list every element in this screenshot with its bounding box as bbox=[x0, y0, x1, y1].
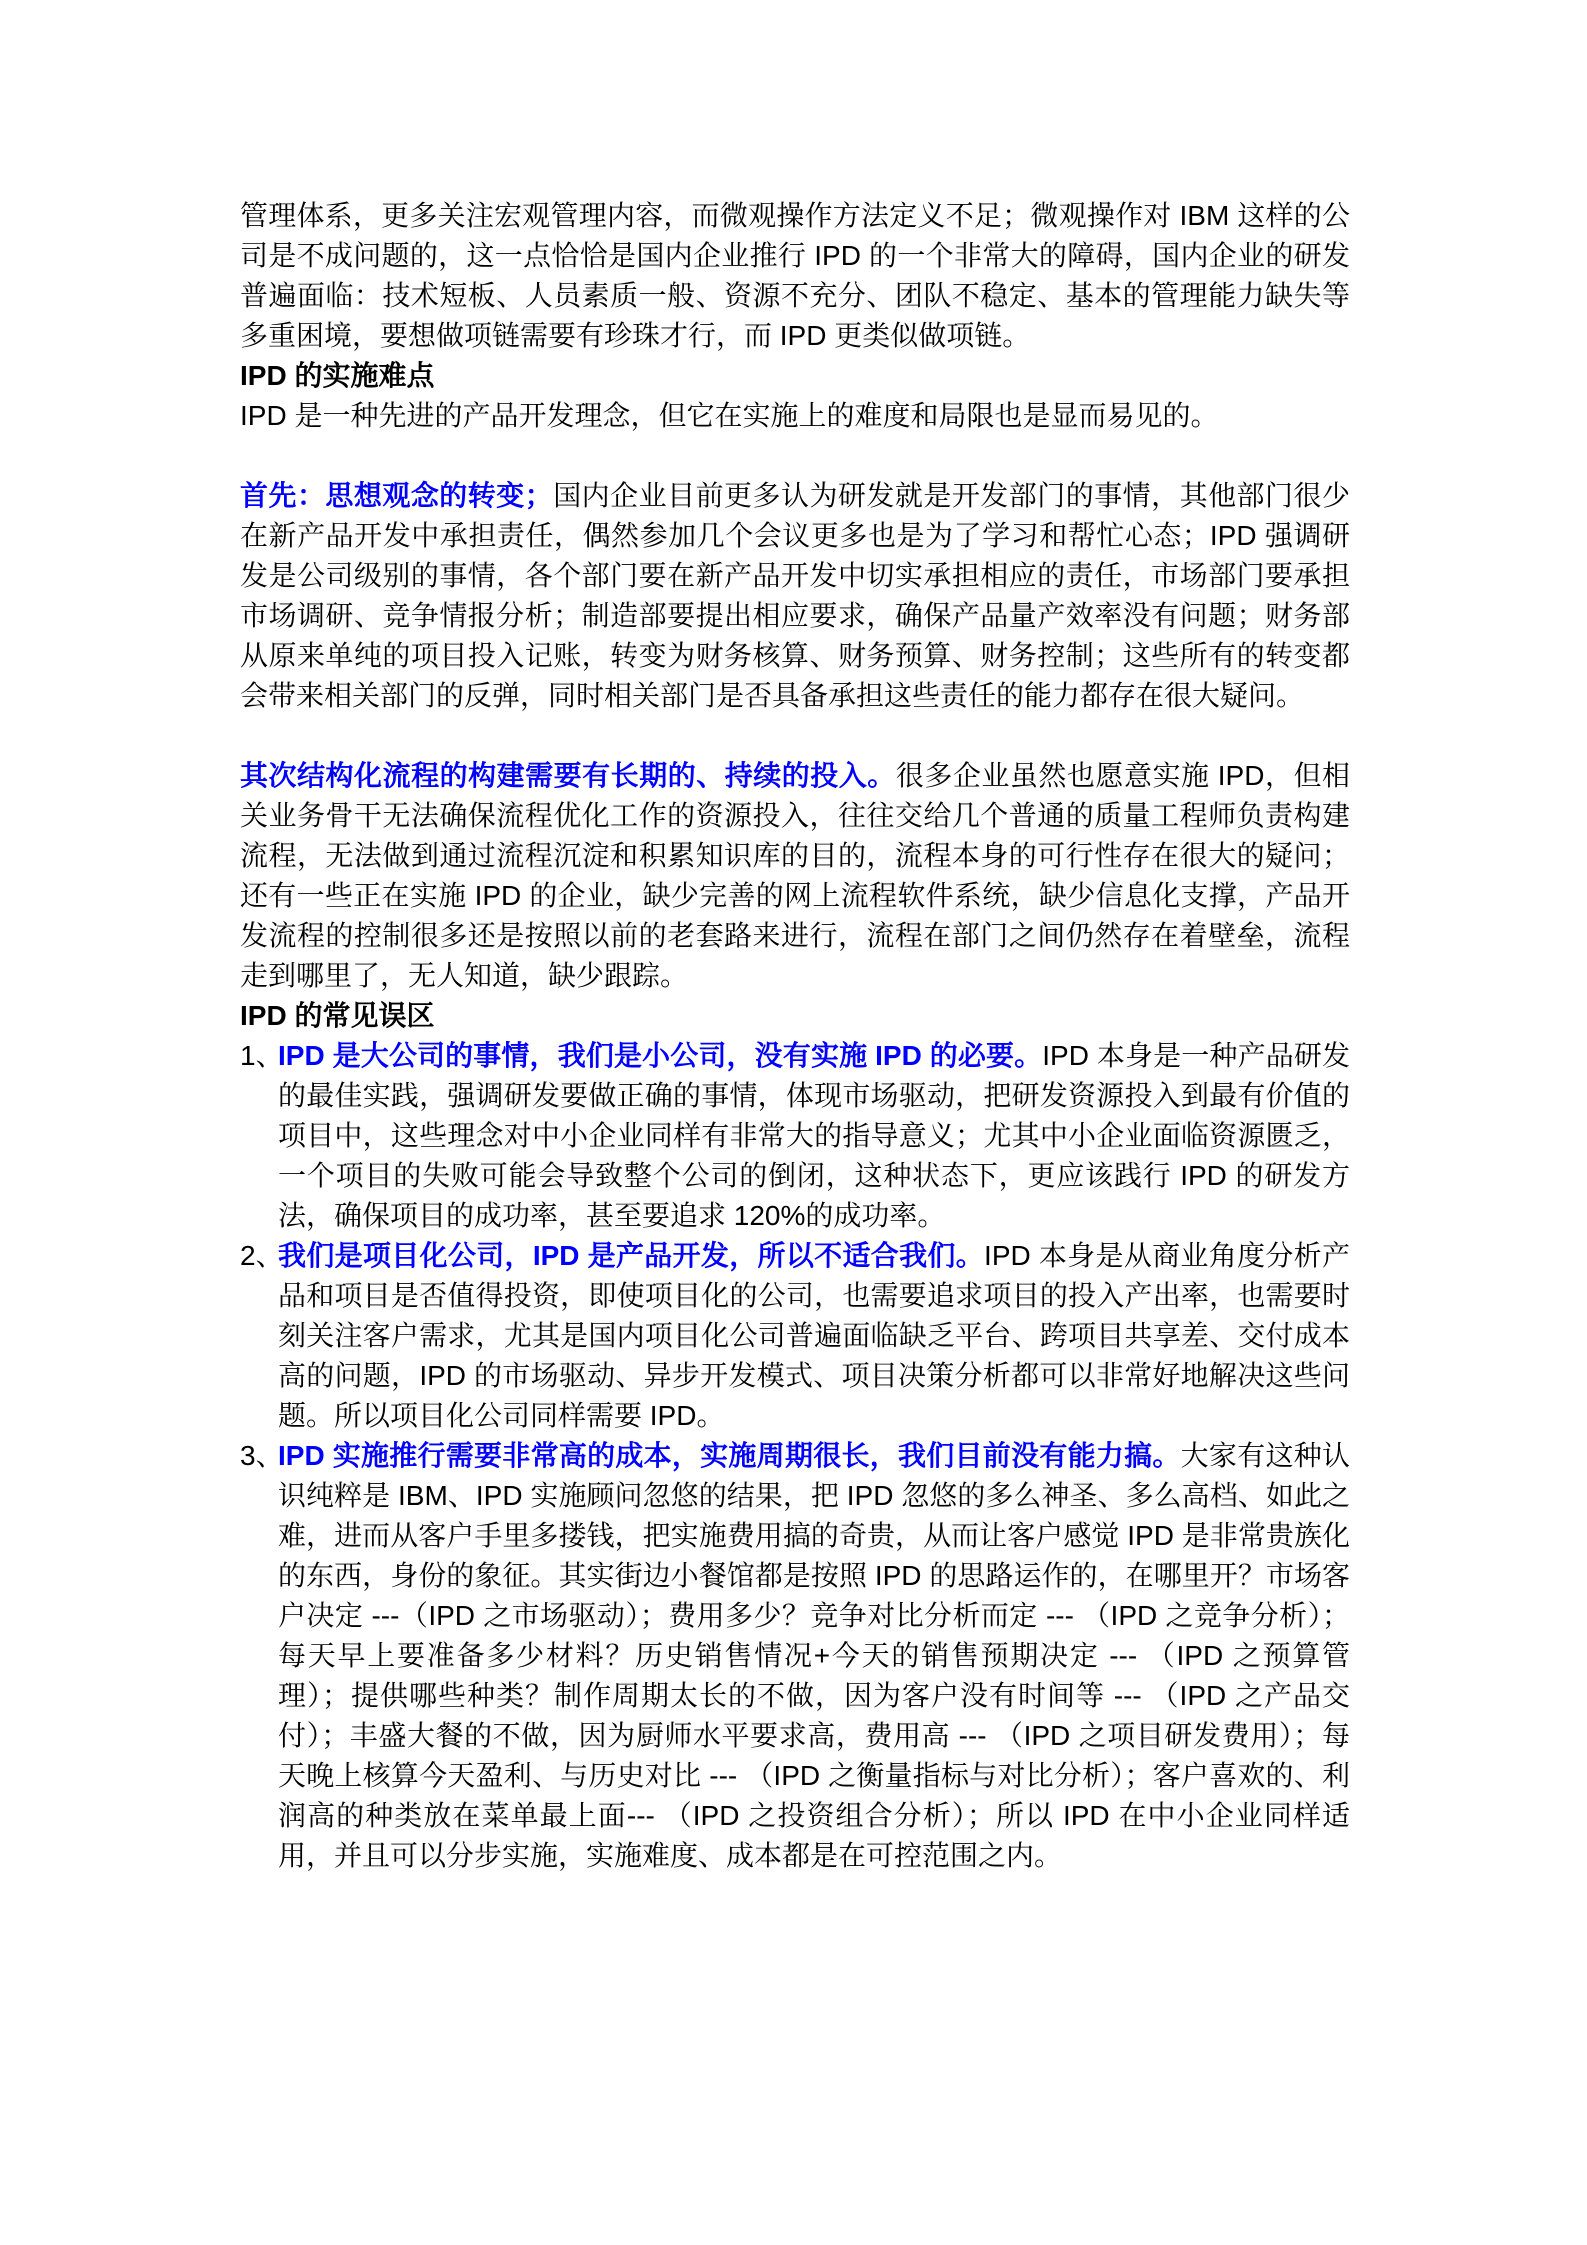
list-number-3: 3、 bbox=[240, 1440, 284, 1471]
list-number-2: 2、 bbox=[240, 1240, 284, 1271]
misconception-1-body: IPD 本身是一种产品研发的最佳实践，强调研发要做正确的事情，体现市场驱动，把研发资源投入到最有价值的项目中，这些理念对中小企业同样有非常大的指导意义；尤其中小企业面临资源匮乏，一个项目的失败可能会导致整个公司的倒闭，这种状态下，更应该践行 IPD 的研发方法，确保项目的成功率，甚至要追求 120%的成功率。 bbox=[278, 1040, 1350, 1231]
paragraph-difficulties-intro: IPD 是一种先进的产品开发理念，但它在实施上的难度和局限也是显而易见的。 bbox=[240, 400, 1219, 431]
first-difficulty-body: 国内企业目前更多认为研发就是开发部门的事情，其他部门很少在新产品开发中承担责任，偶然参加几个会议更多也是为了学习和帮忙心态；IPD 强调研发是公司级别的事情，各个部门要在新产品开发中切实承担相应的责任，市场部门要承担市场调研、竞争情报分析；制造部要提出相应要求，确保产品量产效率没有问题；财务部从原来单纯的项目投入记账，转变为财务核算、财务预算、财务控制；这些所有的转变都会带来相关部门的反弹，同时相关部门是否具备承担这些责任的能力都存在很大疑问。 bbox=[240, 480, 1350, 711]
paragraph-management-system: 管理体系，更多关注宏观管理内容，而微观操作方法定义不足；微观操作对 IBM 这样的公司是不成问题的，这一点恰恰是国内企业推行 IPD 的一个非常大的障碍，国内企业的研发普遍面临：技术短板、人员素质一般、资源不充分、团队不稳定、基本的管理能力缺失等多重困境，要想做项链需要有珍珠才行，而 IPD 更类似做项链。 bbox=[240, 200, 1350, 351]
paragraph-second-difficulty bbox=[240, 756, 1350, 996]
paragraph-first-difficulty bbox=[240, 476, 1350, 716]
misconception-2-body: IPD 本身是从商业角度分析产品和项目是否值得投资，即使项目化的公司，也需要追求项目的投入产出率，也需要时刻关注客户需求，尤其是国内项目化公司普遍面临缺乏平台、跨项目共享差、交付成本高的问题，IPD 的市场驱动、异步开发模式、项目决策分析都可以非常好地解决这些问题。所以项目化公司同样需要 IPD。 bbox=[278, 1240, 1350, 1431]
list-item-misconception-3 bbox=[240, 1436, 1350, 1876]
misconception-3-body: 大家有这种认识纯粹是 IBM、IPD 实施顾问忽悠的结果，把 IPD 忽悠的多么神圣、多么高档、如此之难，进而从客户手里多搂钱，把实施费用搞的奇贵，从而让客户感觉 IPD 是非常贵族化的东西，身份的象征。其实街边小餐馆都是按照 IPD 的思路运作的，在哪里开？市场客户决定 ---（IPD 之市场驱动）；费用多少？竞争对比分析而定 --- （IPD 之竞争分析）；每天早上要准备多少材料？历史销售情况+今天的销售预期决定 --- （IPD 之预算管理）；提供哪些种类？制作周期太长的不做，因为客户没有时间等 --- （IPD 之产品交付）；丰盛大餐的不做，因为厨师水平要求高，费用高 --- （IPD 之项目研发费用）；每天晚上核算今天盈利、与历史对比 --- （IPD 之衡量指标与对比分析）；客户喜欢的、利润高的种类放在菜单最上面--- （IPD 之投资组合分析）；所以 IPD 在中小企业同样适用，并且可以分步实施，实施难度、成本都是在可控范围之内。 bbox=[278, 1440, 1350, 1871]
misconception-2-lead: 我们是项目化公司，IPD 是产品开发，所以不适合我们。 bbox=[278, 1240, 985, 1271]
list-item-misconception-1 bbox=[240, 1036, 1350, 1236]
misconceptions-list bbox=[240, 1036, 1350, 1876]
heading-ipd-misconceptions: IPD 的常见误区 bbox=[240, 1000, 435, 1031]
first-difficulty-lead: 首先：思想观念的转变； bbox=[240, 480, 553, 511]
misconception-1-lead: IPD 是大公司的事情，我们是小公司，没有实施 IPD 的必要。 bbox=[278, 1040, 1043, 1071]
misconception-3-lead: IPD 实施推行需要非常高的成本，实施周期很长，我们目前没有能力搞。 bbox=[278, 1440, 1181, 1471]
list-item-misconception-2 bbox=[240, 1236, 1350, 1436]
heading-ipd-difficulties: IPD 的实施难点 bbox=[240, 360, 435, 391]
second-difficulty-body: 很多企业虽然也愿意实施 IPD，但相关业务骨干无法确保流程优化工作的资源投入，往往交给几个普通的质量工程师负责构建流程，无法做到通过流程沉淀和积累知识库的目的，流程本身的可行性存在很大的疑问；还有一些正在实施 IPD 的企业，缺少完善的网上流程软件系统，缺少信息化支撑，产品开发流程的控制很多还是按照以前的老套路来进行，流程在部门之间仍然存在着壁垒，流程走到哪里了，无人知道，缺少跟踪。 bbox=[240, 760, 1350, 991]
document-content bbox=[240, 196, 1350, 1876]
list-number-1: 1、 bbox=[240, 1040, 284, 1071]
second-difficulty-lead: 其次结构化流程的构建需要有长期的、持续的投入。 bbox=[240, 760, 896, 791]
